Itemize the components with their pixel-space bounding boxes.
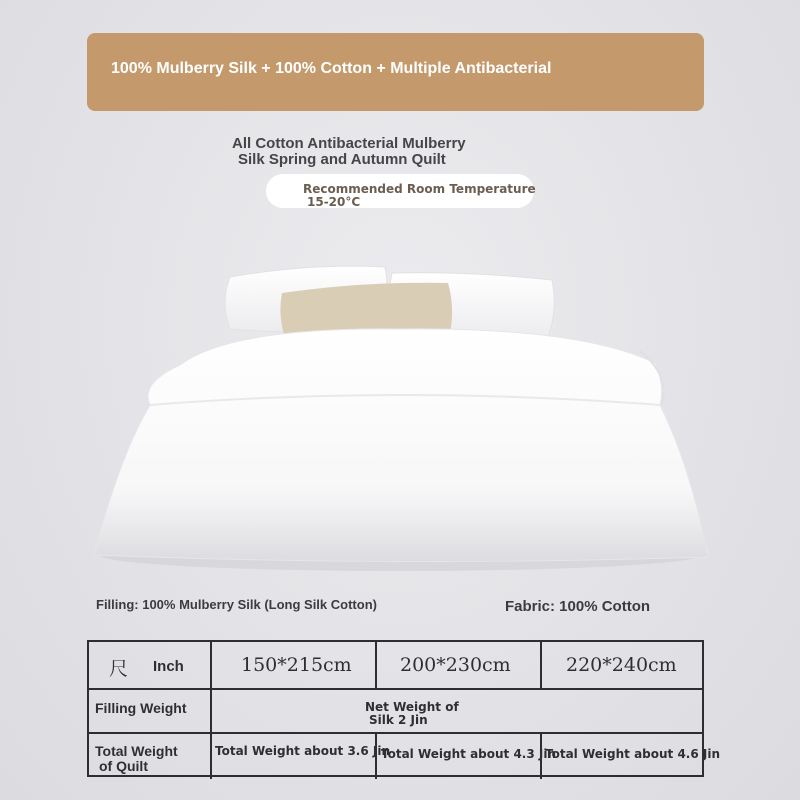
product-title — [232, 136, 466, 168]
net-weight-value: Net Weight of Silk 2 Jin — [365, 700, 459, 727]
unit-label: Inch — [153, 658, 184, 675]
filling-weight-label: Filling Weight — [95, 700, 187, 716]
filling-note: Filling: 100% Mulberry Silk (Long Silk Cotton) — [96, 597, 377, 612]
size-glyph: 尺 — [109, 658, 129, 680]
total-weight-col-2: Total Weight about 4.3 Jin — [381, 747, 557, 761]
feature-banner — [87, 33, 704, 111]
total-weight-col-3: Total Weight about 4.6 Jin — [545, 747, 721, 761]
size-col-3: 220*240cm — [566, 654, 677, 676]
size-col-2: 200*230cm — [400, 654, 511, 676]
temperature-value: 15-20°C — [307, 195, 361, 209]
temperature-label: Recommended Room Temperature — [303, 182, 536, 196]
size-col-1: 150*215cm — [241, 654, 352, 676]
banner-text: 100% Mulberry Silk + 100% Cotton + Multiple Antibacterial — [111, 60, 552, 77]
fabric-note: Fabric: 100% Cotton — [505, 598, 651, 615]
spec-table — [87, 640, 721, 777]
temperature-badge — [266, 174, 534, 208]
total-weight-label: Total Weight of Quilt — [95, 743, 178, 774]
total-weight-col-1: Total Weight about 3.6 Jin — [215, 744, 391, 758]
quilt-bed-illustration — [80, 255, 720, 575]
product-title-line2: Silk Spring and Autumn Quilt — [238, 151, 446, 168]
product-title-line1: All Cotton Antibacterial Mulberry — [232, 135, 466, 152]
quilt — [94, 329, 708, 562]
